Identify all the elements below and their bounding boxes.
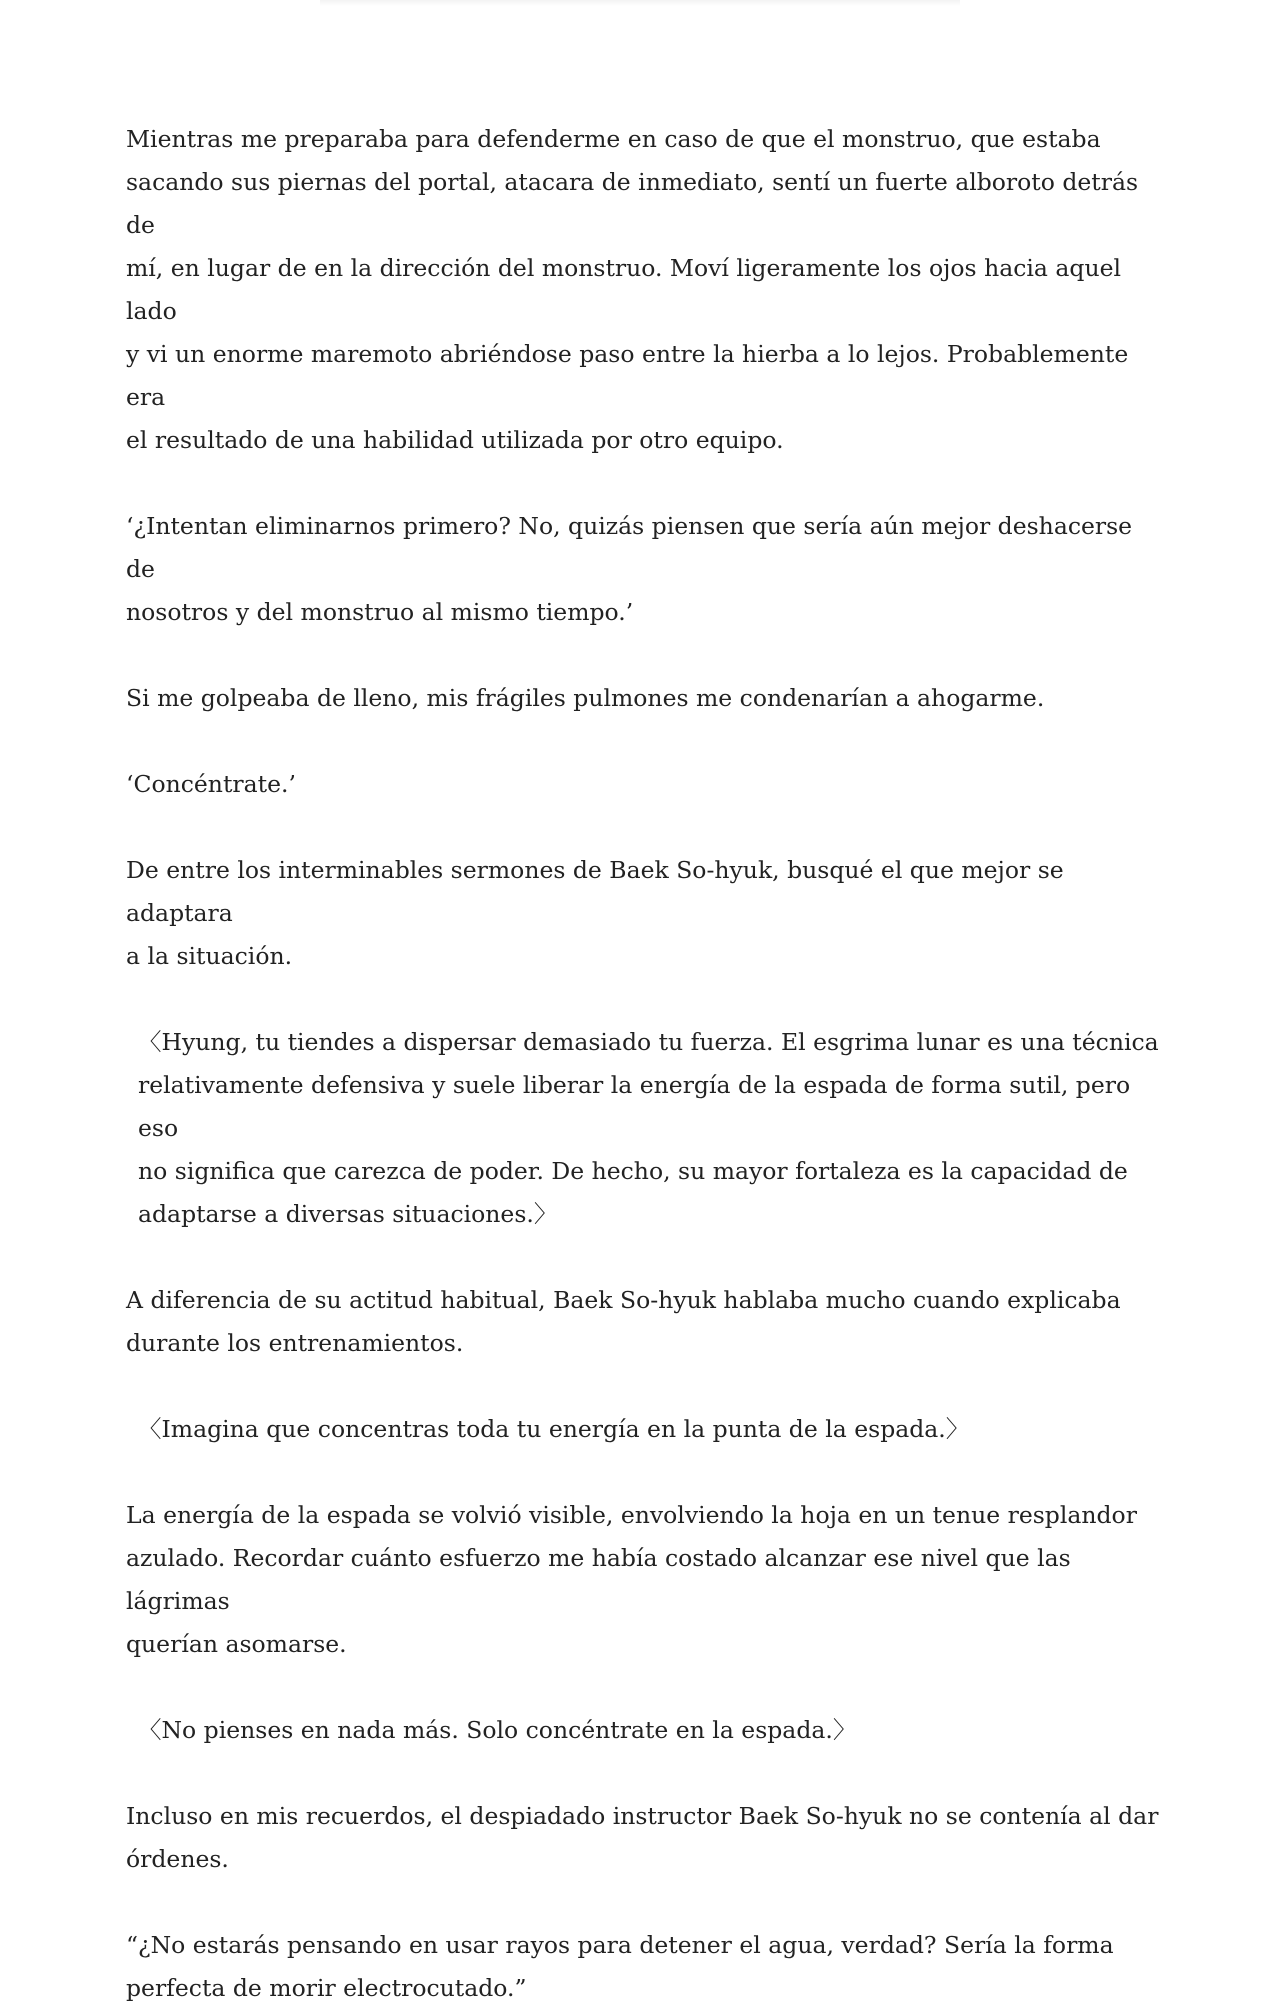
paragraph-narration: La energía de la espada se volvió visible, envolviendo la hoja en un tenue resplandor azulado. Recordar cuánto esfuerzo me había costado alcanzar ese nivel que las lágrimas querían asomarse. <box>126 1501 1137 1658</box>
paragraph-memory-quote: 〈Hyung, tu tiendes a dispersar demasiado tu fuerza. El esgrima lunar es una técnica relativamente defensiva y suele liberar la energía de la espada de forma sutil, pero eso no significa que carezca de poder. De hecho, su mayor fortaleza es la capacidad de adaptarse a diversas situaciones.〉 <box>138 1028 1159 1228</box>
paragraph-narration: Si me golpeaba de lleno, mis frágiles pulmones me condenarían a ahogarme. <box>126 684 1045 712</box>
paragraph-memory-quote: 〈No pienses en nada más. Solo concéntrate en la espada.〉 <box>138 1716 857 1744</box>
paragraph-dialogue: “¿No estarás pensando en usar rayos para detener el agua, verdad? Sería la forma perfecta de morir electrocutado.” <box>126 1931 1114 2002</box>
paragraph-narration: Incluso en mis recuerdos, el despiadado instructor Baek So-hyuk no se contenía al dar órdenes. <box>126 1802 1159 1873</box>
paragraph-thought: ‘Concéntrate.’ <box>126 770 296 798</box>
paragraph-narration: De entre los interminables sermones de Baek So-hyuk, busqué el que mejor se adaptara a la situación. <box>126 856 1064 970</box>
paragraph-narration: A diferencia de su actitud habitual, Baek So-hyuk hablaba mucho cuando explicaba durante los entrenamientos. <box>126 1286 1121 1357</box>
paragraph-memory-quote: 〈Imagina que concentras toda tu energía en la punta de la espada.〉 <box>138 1415 970 1443</box>
document-body <box>126 118 1166 2010</box>
paragraph-thought: ‘¿Intentan eliminarnos primero? No, quizás piensen que sería aún mejor deshacerse de nosotros y del monstruo al mismo tiempo.’ <box>126 512 1133 626</box>
top-edge-shadow <box>320 0 960 6</box>
paragraph-narration: Mientras me preparaba para defenderme en caso de que el monstruo, que estaba sacando sus piernas del portal, atacara de inmediato, sentí un fuerte alboroto detrás de mí, en lugar de en la dirección del monstruo. Moví ligeramente los ojos hacia aquel lado y vi un enorme maremoto abriéndose paso entre la hierba a lo lejos. Probablemente era el resultado de una habilidad utilizada por otro equipo. <box>126 125 1139 454</box>
